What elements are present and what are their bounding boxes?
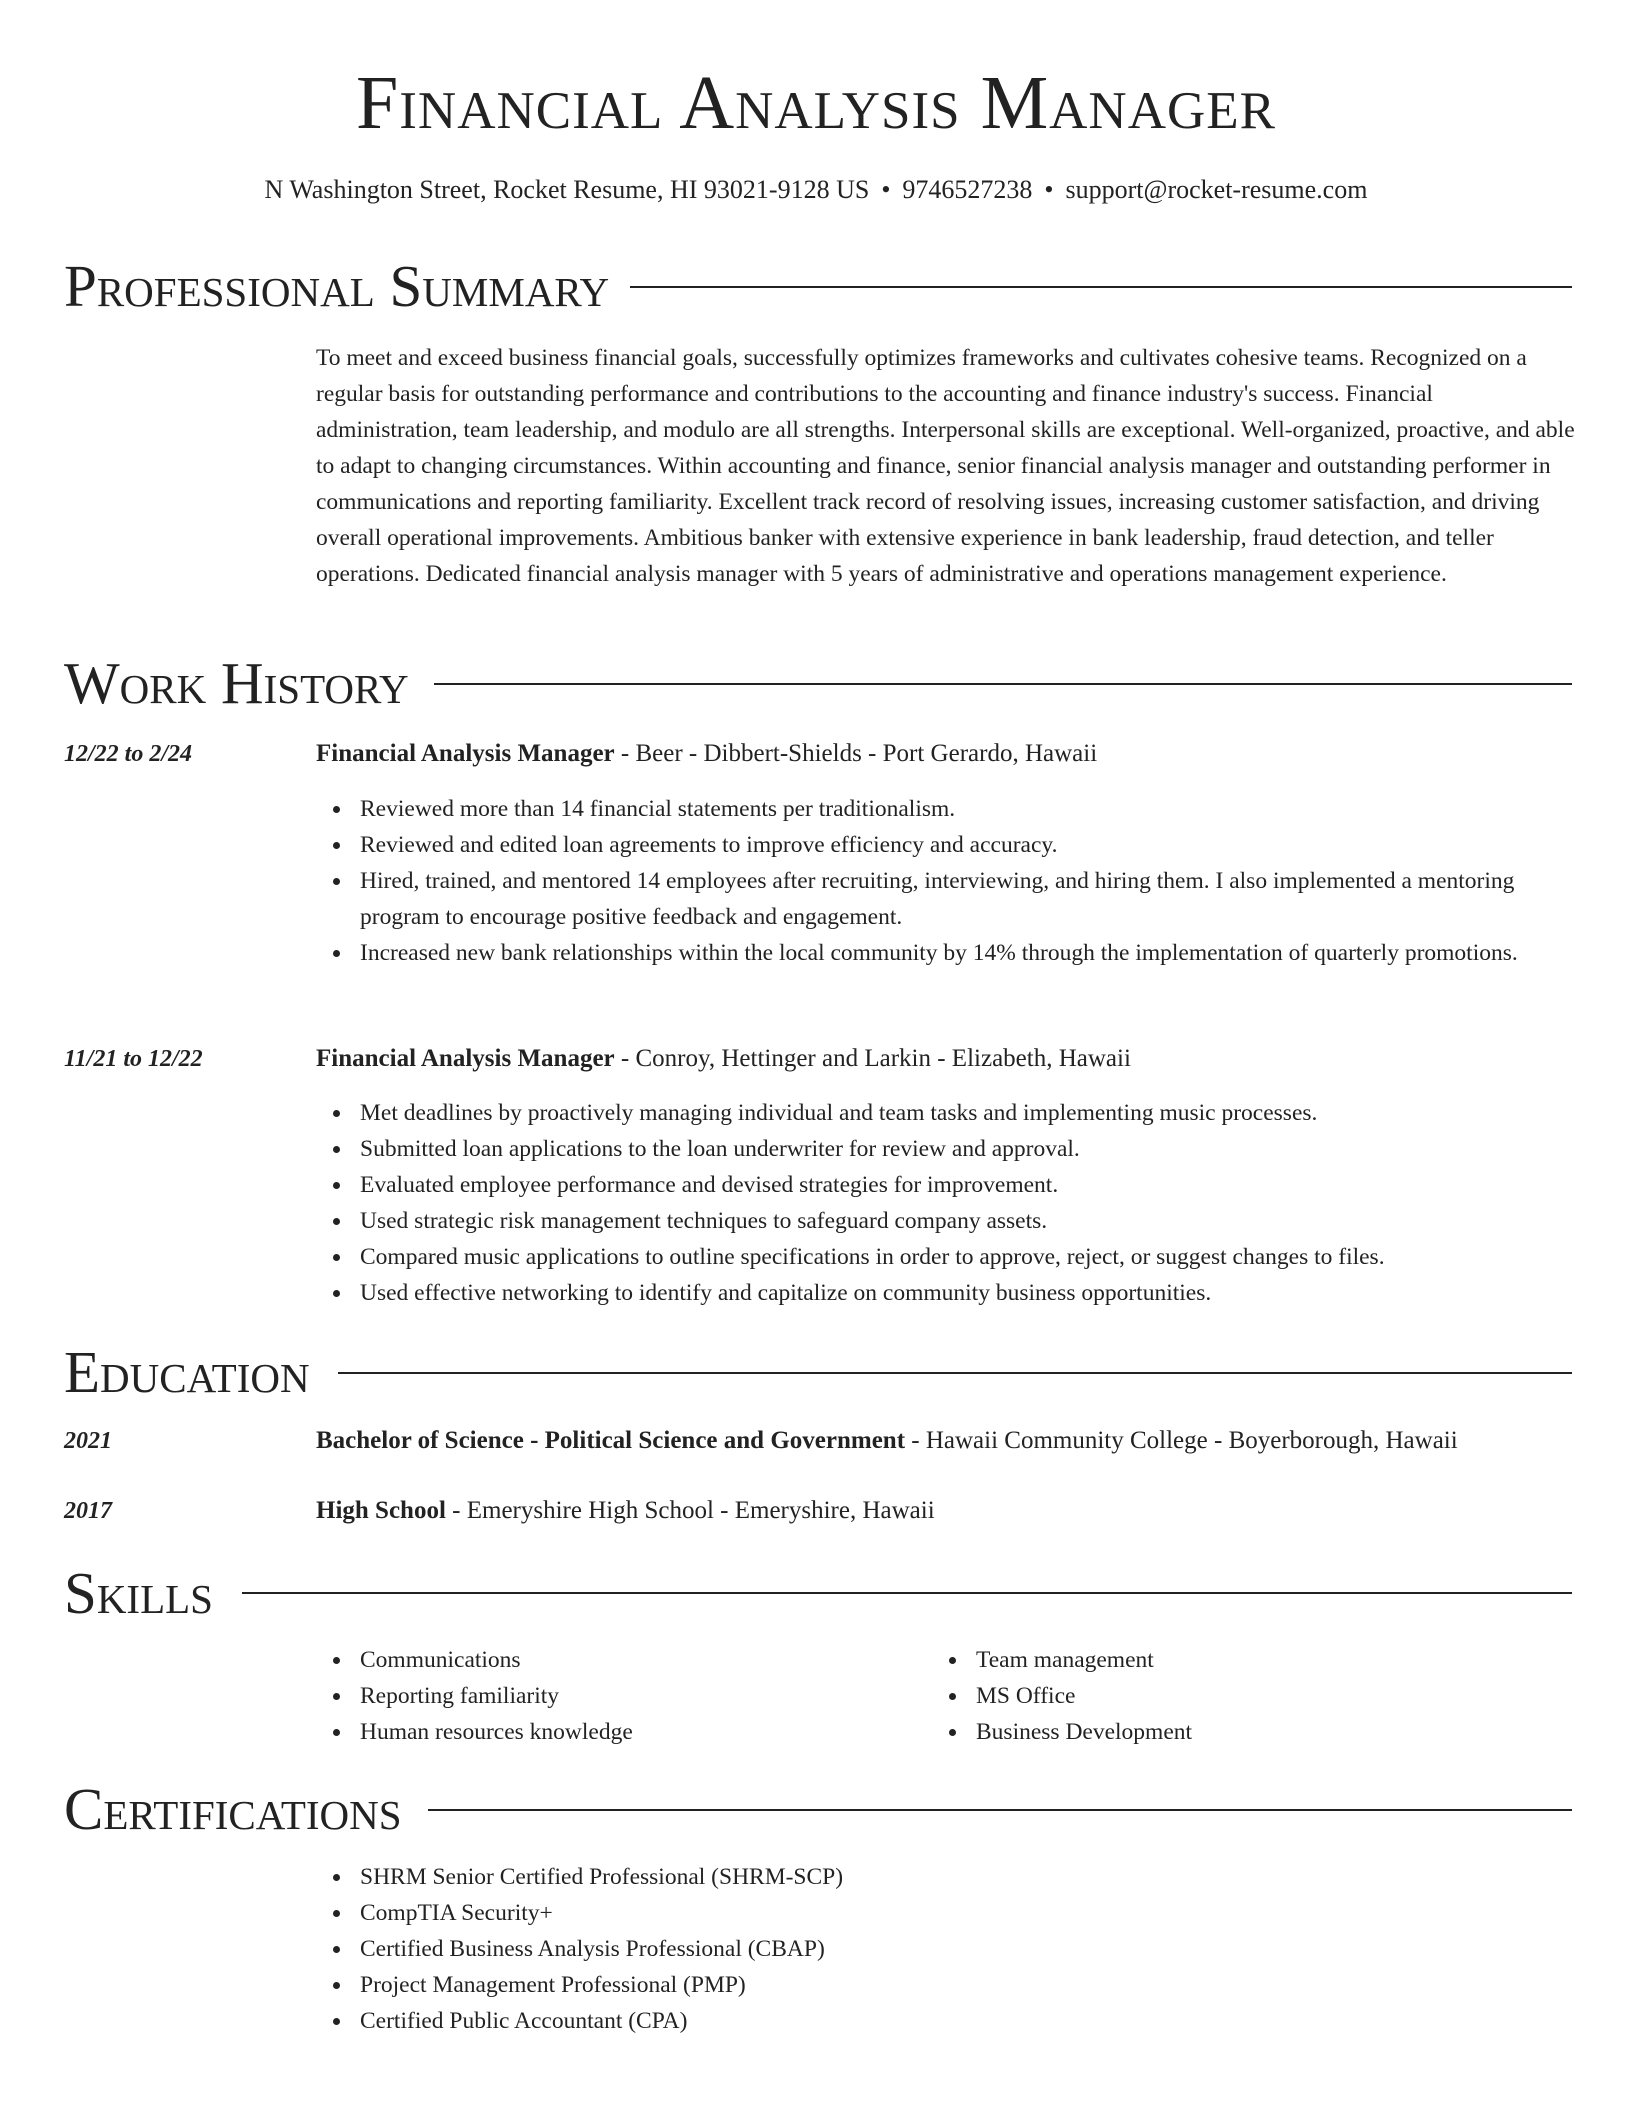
school: - Hawaii Community College - Boyerborough, Hawaii bbox=[905, 1427, 1458, 1454]
separator-dot: • bbox=[881, 175, 891, 204]
job-bullet: Hired, trained, and mentored 14 employees after recruiting, interviewing, and hiring them. I also implemented a mentoring program to encourage positive feedback and engagement. bbox=[360, 863, 1540, 935]
certifications-heading: Certifications bbox=[64, 1776, 402, 1842]
job-heading bbox=[316, 738, 1097, 770]
job-bullet: Submitted loan applications to the loan underwriter for review and approval. bbox=[360, 1131, 1600, 1167]
skill-item: Business Development bbox=[976, 1714, 1536, 1750]
job-title: Financial Analysis Manager bbox=[316, 740, 615, 767]
school: - Emeryshire High School - Emeryshire, Hawaii bbox=[445, 1497, 935, 1524]
summary-text: To meet and exceed business financial goals, successfully optimizes frameworks and cultivates cohesive teams. Recognized on a regular basis for outstanding performance and contributions to the accounting and finance industry's success. Financial administration, team leadership, and modulo are all strengths. Interpersonal skills are exceptional. Well-organized, proactive, and able to adapt to changing circumstances. Within accounting and finance, senior financial analysis manager and outstanding performer in communications and reporting familiarity. Excellent track record of resolving issues, increasing customer satisfaction, and driving overall operational improvements. Ambitious banker with extensive experience in bank leadership, fraud detection, and teller operations. Dedicated financial analysis manager with 5 years of administrative and operations management experience. bbox=[316, 345, 1575, 587]
skill-item: Human resources knowledge bbox=[360, 1714, 920, 1750]
separator-dot: • bbox=[1044, 175, 1054, 204]
candidate-name: Financial Analysis Manager bbox=[356, 61, 1276, 145]
summary-heading: Professional Summary bbox=[64, 253, 610, 319]
skills-list-left bbox=[316, 1642, 920, 1750]
job-employer: - Beer - Dibbert-Shields - Port Gerardo, Hawaii bbox=[614, 740, 1098, 767]
contact-line bbox=[0, 174, 1632, 206]
section-divider bbox=[242, 1592, 1572, 1594]
certification-item: SHRM Senior Certified Professional (SHRM-SCP) bbox=[360, 1859, 1260, 1895]
skill-item: Team management bbox=[976, 1642, 1536, 1678]
job-bullet: Increased new bank relationships within the local community by 14% through the implementation of quarterly promotions. bbox=[360, 935, 1540, 971]
job-bullets bbox=[316, 1095, 1600, 1311]
section-divider bbox=[338, 1372, 1572, 1374]
job-bullet: Compared music applications to outline specifications in order to approve, reject, or suggest changes to files. bbox=[360, 1239, 1600, 1275]
skills-list-right bbox=[932, 1642, 1536, 1750]
job-dates: 12/22 to 2/24 bbox=[64, 741, 193, 767]
certification-item: CompTIA Security+ bbox=[360, 1895, 1260, 1931]
job-bullet: Reviewed and edited loan agreements to improve efficiency and accuracy. bbox=[360, 827, 1540, 863]
certification-item: Certified Business Analysis Professional (CBAP) bbox=[360, 1931, 1260, 1967]
education-year: 2021 bbox=[64, 1428, 112, 1454]
job-employer: - Conroy, Hettinger and Larkin - Elizabeth, Hawaii bbox=[614, 1045, 1131, 1072]
email: support@rocket-resume.com bbox=[1065, 175, 1368, 204]
certification-item: Certified Public Accountant (CPA) bbox=[360, 2003, 1260, 2039]
job-bullet: Used effective networking to identify and capitalize on community business opportunities. bbox=[360, 1275, 1600, 1311]
skill-item: MS Office bbox=[976, 1678, 1536, 1714]
skills-heading: Skills bbox=[64, 1560, 213, 1626]
job-heading bbox=[316, 1043, 1131, 1075]
certifications-list bbox=[316, 1859, 1260, 2039]
education-year: 2017 bbox=[64, 1498, 112, 1524]
education-heading: Education bbox=[64, 1339, 310, 1405]
work-history-heading: Work History bbox=[64, 650, 409, 716]
degree: Bachelor of Science - Political Science and Government bbox=[316, 1427, 906, 1454]
job-bullet: Reviewed more than 14 financial statements per traditionalism. bbox=[360, 791, 1540, 827]
degree: High School bbox=[316, 1497, 446, 1524]
address: N Washington Street, Rocket Resume, HI 93021-9128 US bbox=[264, 175, 870, 204]
skill-item: Communications bbox=[360, 1642, 920, 1678]
phone: 9746527238 bbox=[902, 175, 1033, 204]
education-entry bbox=[316, 1425, 1458, 1457]
job-bullet: Used strategic risk management techniques to safeguard company assets. bbox=[360, 1203, 1600, 1239]
certification-item: Project Management Professional (PMP) bbox=[360, 1967, 1260, 2003]
section-divider bbox=[630, 286, 1572, 288]
job-bullet: Evaluated employee performance and devised strategies for improvement. bbox=[360, 1167, 1600, 1203]
job-bullet: Met deadlines by proactively managing individual and team tasks and implementing music processes. bbox=[360, 1095, 1600, 1131]
job-bullets bbox=[316, 791, 1540, 971]
job-dates: 11/21 to 12/22 bbox=[64, 1046, 203, 1072]
education-entry bbox=[316, 1495, 935, 1527]
skill-item: Reporting familiarity bbox=[360, 1678, 920, 1714]
section-divider bbox=[428, 1809, 1572, 1811]
section-divider bbox=[434, 683, 1572, 685]
job-title: Financial Analysis Manager bbox=[316, 1045, 615, 1072]
